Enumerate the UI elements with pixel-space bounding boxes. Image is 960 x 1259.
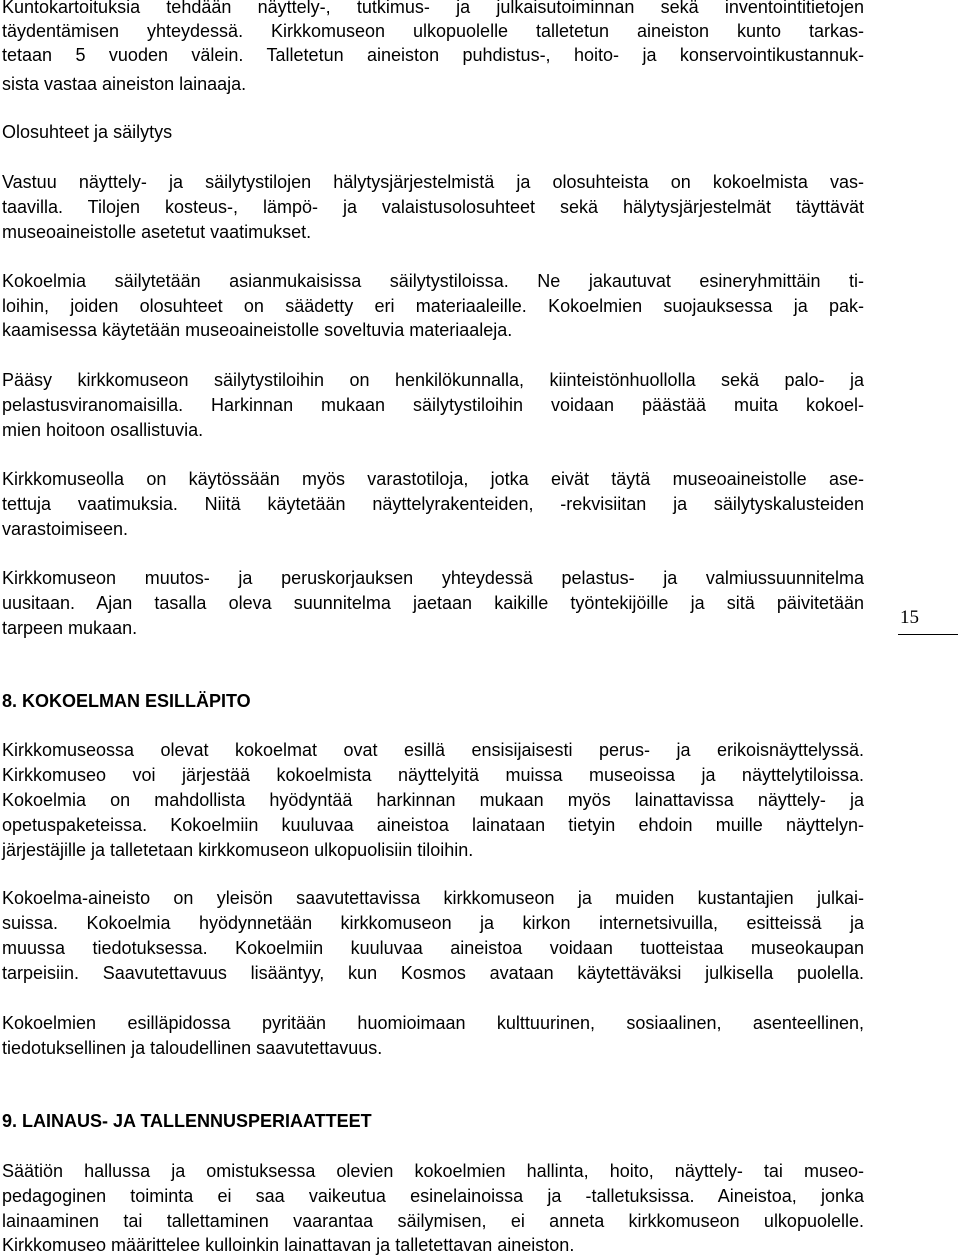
- text-line: loihin, joiden olosuhteet on säädetty eri materiaaleille. Kokoelmien suojauksessa ja pak-: [2, 296, 864, 316]
- text-line: opetuspaketeissa. Kokoelmiin kuuluvaa aineistoa lainataan tietyin ehdoin muille näyttelyn-: [2, 815, 864, 835]
- text-line: Kirkkomuseossa olevat kokoelmat ovat esillä ensisijaisesti perus- ja erikoisnäyttelyssä.: [2, 740, 864, 760]
- text-line: tarpeisiin. Saavutettavuus lisääntyy, kun Kosmos avataan käytettäväksi julkisella puolella.: [2, 963, 864, 983]
- text-line: Pääsy kirkkomuseon säilytystiloihin on henkilökunnalla, kiinteistönhuollolla sekä palo- ja: [2, 370, 864, 390]
- text-line: tarpeen mukaan.: [2, 618, 138, 638]
- section-heading: 8. KOKOELMAN ESILLÄPITO: [2, 691, 251, 711]
- text-line: järjestäjille ja talletetaan kirkkomuseon ulkopuolisiin tiloihin.: [2, 840, 474, 860]
- text-line: Säätiön hallussa ja omistuksessa olevien kokoelmien hallinta, hoito, näyttely- tai museo-: [2, 1161, 864, 1181]
- text-line: muussa tiedotuksessa. Kokoelmiin kuuluvaa aineistoa voidaan tuotteistaa museokaupan: [2, 938, 864, 958]
- text-line: uusitaan. Ajan tasalla oleva suunnitelma jaetaan kaikille työntekijöille ja sitä päivitetään: [2, 593, 864, 613]
- text-line: Kuntokartoituksia tehdään näyttely-, tutkimus- ja julkaisutoiminnan sekä inventointitietojen: [2, 0, 864, 17]
- text-line: varastoimiseen.: [2, 519, 129, 539]
- text-line: Kirkkomuseolla on käytössään myös varastotiloja, jotka eivät täytä museoaineistolle ase-: [2, 469, 864, 489]
- text-line: Kirkkomuseo voi järjestää kokoelmista näyttelyitä muissa museoissa ja näyttelytiloissa.: [2, 765, 864, 785]
- section-subtitle: Olosuhteet ja säilytys: [2, 122, 173, 142]
- page-number: 15: [898, 606, 958, 635]
- text-line: museoaineistolle asetetut vaatimukset.: [2, 222, 312, 242]
- text-line: Kokoelmia on mahdollista hyödyntää harkinnan mukaan myös lainattavissa näyttely- ja: [2, 790, 864, 810]
- text-line: Kokoelmia säilytetään asianmukaisissa säilytystiloissa. Ne jakautuvat esineryhmittäin ti-: [2, 271, 864, 291]
- text-line: pedagoginen toiminta ei saa vaikeutua esinelainoissa ja -talletuksissa. Aineistoa, jonka: [2, 1186, 864, 1206]
- section-heading: 9. LAINAUS- JA TALLENNUSPERIAATTEET: [2, 1111, 372, 1131]
- text-line: Kokoelmien esilläpidossa pyritään huomioimaan kulttuurinen, sosiaalinen, asenteellinen,: [2, 1013, 864, 1033]
- text-line: täydentämisen yhteydessä. Kirkkomuseon ulkopuolelle talletetun aineiston kunto tarkas-: [2, 21, 864, 41]
- text-line: mien hoitoon osallistuvia.: [2, 420, 204, 440]
- text-line: sista vastaa aineiston lainaaja.: [2, 74, 247, 94]
- text-line: taavilla. Tilojen kosteus-, lämpö- ja valaistusolosuhteet sekä hälytysjärjestelmät täyttävät: [2, 197, 864, 217]
- text-line: Kirkkomuseon muutos- ja peruskorjauksen yhteydessä pelastus- ja valmiussuunnitelma: [2, 568, 864, 588]
- text-line: tetaan 5 vuoden välein. Talletetun aineiston puhdistus-, hoito- ja konservointikustannuk-: [2, 45, 864, 65]
- text-line: kaamisessa käytetään museoaineistolle soveltuvia materiaaleja.: [2, 320, 513, 340]
- text-line: lainaaminen tai tallettaminen vaarantaa säilymisen, ei anneta kirkkomuseon ulkopuolelle.: [2, 1211, 864, 1231]
- text-line: Kokoelma-aineisto on yleisön saavutettavissa kirkkomuseon ja muiden kustantajien julkai-: [2, 888, 864, 908]
- text-line: Vastuu näyttely- ja säilytystilojen hälytysjärjestelmistä ja olosuhteista on kokoelmista vas-: [2, 172, 864, 192]
- text-line: tettuja vaatimuksia. Niitä käytetään näyttelyrakenteiden, -rekvisiitan ja säilytyskalusteiden: [2, 494, 864, 514]
- text-line: pelastusviranomaisilla. Harkinnan mukaan säilytystiloihin voidaan päästää muita kokoel-: [2, 395, 864, 415]
- text-line: suissa. Kokoelmia hyödynnetään kirkkomuseon ja kirkon internetsivuilla, esitteissä ja: [2, 913, 864, 933]
- text-line: Kirkkomuseo määrittelee kulloinkin lainattavan ja talletettavan aineiston.: [2, 1235, 575, 1255]
- text-line: tiedotuksellinen ja taloudellinen saavutettavuus.: [2, 1038, 383, 1058]
